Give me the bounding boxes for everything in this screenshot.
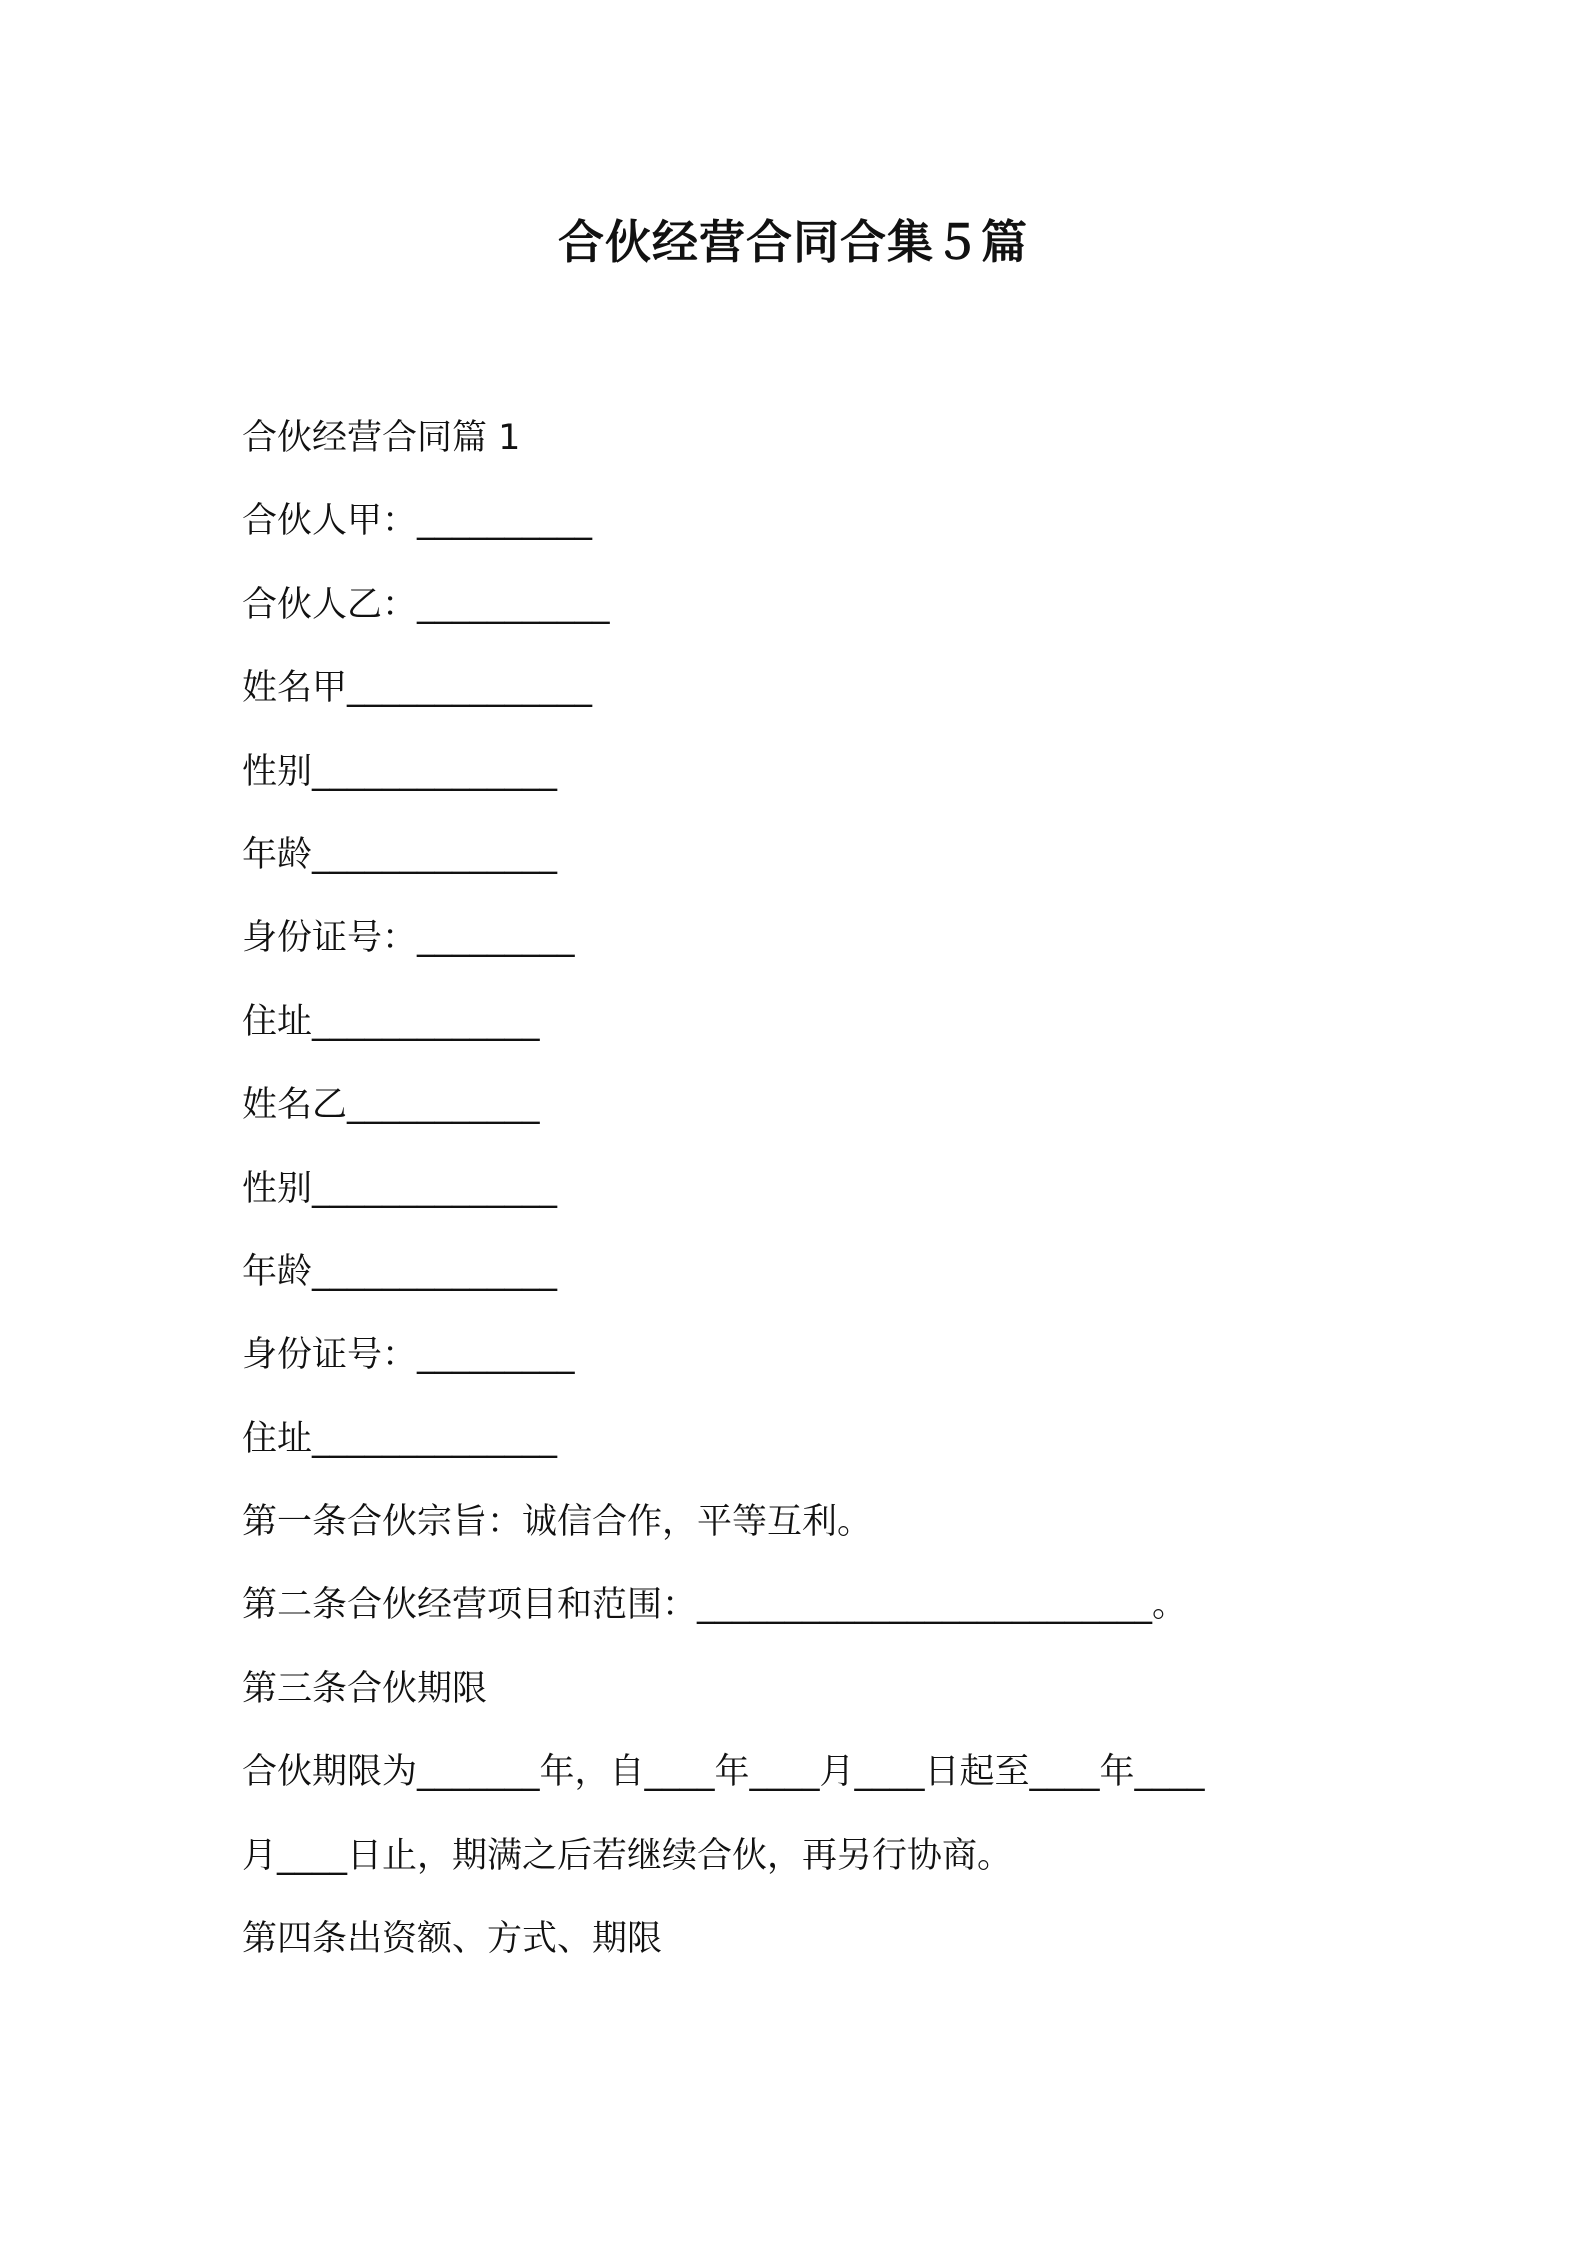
- article-1: 第一条合伙宗旨：诚信合作，平等互利。: [242, 1502, 873, 1543]
- name-b-field: 姓名乙___________: [242, 1085, 540, 1126]
- address-a-field: 住址_____________: [242, 1001, 540, 1042]
- age-a-field: 年龄______________: [242, 834, 558, 875]
- section-heading: 合伙经营合同篇 1: [242, 418, 521, 458]
- name-a-field: 姓名甲______________: [242, 668, 593, 709]
- article-3-text-line-2: 月____日止，期满之后若继续合伙，再另行协商。: [242, 1835, 1013, 1876]
- article-4-heading: 第四条出资额、方式、期限: [242, 1919, 663, 1960]
- article-3-text-line-1: 合伙期限为_______年，自____年____月____日起至____年____: [242, 1752, 1205, 1793]
- gender-a-field: 性别______________: [242, 751, 558, 792]
- age-b-field: 年龄______________: [242, 1251, 558, 1292]
- partner-a-field: 合伙人甲：__________: [242, 501, 593, 542]
- article-2: 第二条合伙经营项目和范围：__________________________。: [242, 1585, 1188, 1626]
- gender-b-field: 性别______________: [242, 1168, 558, 1209]
- document-body: [242, 408, 1422, 1992]
- address-b-field: 住址______________: [242, 1418, 558, 1459]
- document-title: 合伙经营合同合集５篇: [558, 215, 1028, 269]
- id-number-a-field: 身份证号：_________: [242, 918, 575, 959]
- article-3-heading: 第三条合伙期限: [242, 1668, 488, 1709]
- partner-b-field: 合伙人乙：___________: [242, 584, 610, 625]
- id-number-b-field: 身份证号：_________: [242, 1335, 575, 1376]
